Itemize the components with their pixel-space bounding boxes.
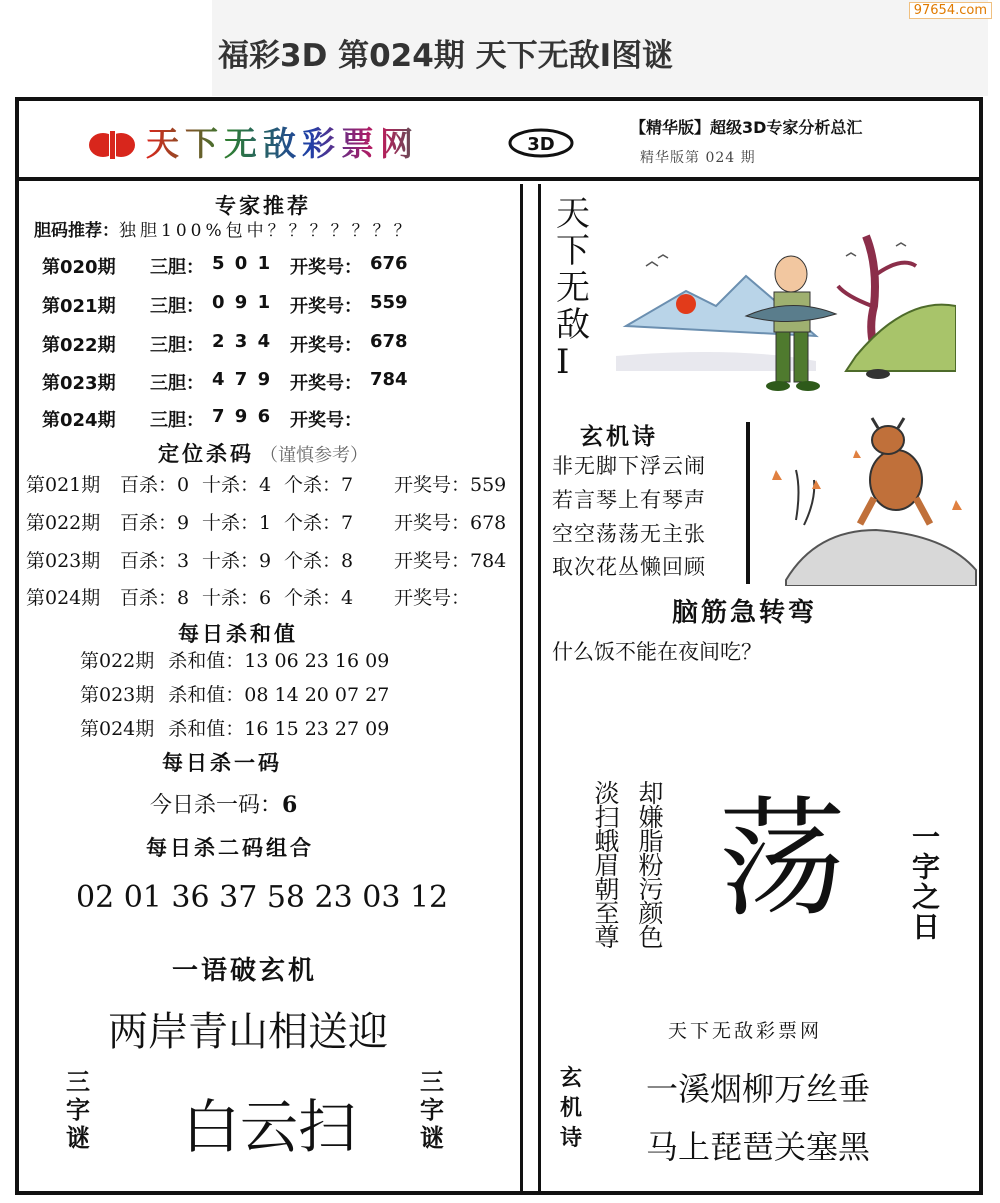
expert-row-issue: 第022期 (42, 335, 116, 356)
vertical-poem-col2: 却嫌脂粉污颜色 (635, 780, 664, 948)
kill-row-units: 个杀：8 (284, 550, 354, 572)
dan-label: 胆码推荐： (34, 221, 119, 241)
three-char-riddle: 白云扫 (182, 1093, 357, 1161)
expert-row-nums: 0 9 1 (212, 292, 273, 313)
bottom-poem-label: 玄机诗 (560, 1066, 583, 1151)
expert-row-issue: 第021期 (42, 296, 116, 317)
three-char-label-left (66, 1068, 122, 1152)
dan-text: 独胆100%包中？？？？？？？ (119, 221, 415, 241)
position-kill-title: 定位杀码 (158, 442, 254, 466)
expert-row-nums: 4 7 9 (212, 369, 273, 390)
three-char-label-right (420, 1068, 476, 1152)
kill-row-units: 个杀：7 (284, 474, 354, 496)
kill-row-prize: 开奖号：678 (394, 512, 507, 534)
page-title: 福彩3D 第024期 天下无敌Ⅰ图谜 (218, 38, 674, 74)
kill-row-units: 个杀：4 (284, 587, 354, 609)
banner-issue: 精华版第 024 期 (640, 150, 756, 166)
kill-row-units: 个杀：7 (284, 512, 354, 534)
site-watermark[interactable]: 97654.com (909, 2, 992, 19)
lottery-logo-icon (88, 125, 138, 165)
expert-row-issue: 第020期 (42, 257, 116, 278)
expert-row-prize-label: 开奖号： (290, 296, 362, 317)
bottom-poem-line: 马上琵琶关塞黑 (646, 1128, 871, 1166)
expert-row-prize-label: 开奖号： (290, 373, 362, 394)
sum-row-issue: 第022期 (80, 650, 155, 672)
kill-row-tens: 十杀：6 (202, 587, 272, 609)
3d-badge-text: 3D (527, 134, 555, 155)
poem-line: 取次花丛懒回顾 (552, 555, 706, 579)
fisherman-illustration (616, 196, 956, 406)
kill-row-tens: 十杀：9 (202, 550, 272, 572)
kill-row-issue: 第022期 (26, 512, 101, 534)
expert-row-nums: 5 0 1 (212, 253, 273, 274)
position-kill-header (158, 438, 368, 468)
kill-row-prize: 开奖号：559 (394, 474, 507, 496)
expert-row-label: 三胆： (150, 296, 204, 317)
expert-row-label: 三胆： (150, 410, 204, 431)
expert-row-label: 三胆： (150, 335, 204, 356)
sum-kill-row (80, 646, 389, 673)
expert-row-label: 三胆： (150, 257, 204, 278)
expert-row-prize-label: 开奖号： (290, 257, 362, 278)
poem-title: 玄机诗 (580, 424, 658, 450)
expert-row (42, 406, 512, 431)
big-riddle-char: 荡 (718, 785, 847, 934)
sum-row-label: 杀和值： (168, 718, 245, 740)
expert-row-issue: 第024期 (42, 410, 116, 431)
position-kill-row (26, 470, 516, 494)
kill-row-hundreds: 百杀：0 (120, 474, 190, 496)
sum-row-values: 08 14 20 07 27 (244, 684, 390, 706)
expert-row (42, 331, 512, 356)
poem-line: 若言琴上有琴声 (552, 488, 706, 512)
kill-row-prize: 开奖号： (394, 587, 471, 609)
sum-row-label: 杀和值： (168, 684, 245, 706)
poem-divider (746, 422, 750, 584)
expert-row-prize: 676 (370, 253, 408, 274)
one-kill-label: 今日杀一码： (150, 793, 283, 818)
one-char-label: 一字之日 (908, 822, 941, 942)
expert-row-prize: 559 (370, 292, 408, 313)
position-kill-row (26, 508, 516, 532)
bottom-poem-line: 一溪烟柳万丝垂 (646, 1070, 871, 1108)
expert-row-prize-label: 开奖号： (290, 410, 362, 431)
dan-line (34, 216, 415, 241)
expert-row-nums: 2 3 4 (212, 331, 273, 352)
sum-kill-title: 每日杀和值 (178, 622, 298, 646)
kill-row-hundreds: 百杀：9 (120, 512, 190, 534)
3d-badge-icon (508, 128, 574, 158)
expert-row-label: 三胆： (150, 373, 204, 394)
expert-row (42, 369, 512, 394)
expert-row-issue: 第023期 (42, 373, 116, 394)
sum-row-issue: 第023期 (80, 684, 155, 706)
kill-row-tens: 十杀：4 (202, 474, 272, 496)
vertical-poem-col1: 淡扫蛾眉朝至尊 (591, 780, 620, 948)
sum-kill-row (80, 680, 389, 707)
riddle-title: 一语破玄机 (172, 956, 318, 986)
one-kill-title: 每日杀一码 (162, 751, 282, 775)
expert-row (42, 292, 512, 317)
position-kill-row (26, 546, 516, 570)
site-name: 天下无敌彩票网 (146, 124, 419, 163)
position-kill-note: （谨慎参考） (260, 445, 368, 466)
two-kill-values: 02 01 36 37 58 23 03 12 (76, 880, 449, 915)
three-char-label-text: 三字谜 (420, 1068, 446, 1152)
poem-line: 空空荡荡无主张 (552, 522, 706, 546)
sum-kill-row (80, 714, 389, 741)
kill-row-hundreds: 百杀：3 (120, 550, 190, 572)
expert-row-nums: 7 9 6 (212, 406, 273, 427)
riddle-text: 两岸青山相送迎 (108, 1009, 388, 1055)
three-char-label-text: 三字谜 (66, 1068, 92, 1152)
cow-illustration (756, 410, 978, 586)
expert-row-prize-label: 开奖号： (290, 335, 362, 356)
position-kill-row (26, 583, 516, 607)
kill-row-issue: 第021期 (26, 474, 101, 496)
one-kill-value: 6 (282, 792, 298, 818)
poem-line: 非无脚下浮云闹 (552, 454, 706, 478)
expert-title: 专家推荐 (215, 194, 311, 218)
expert-row-prize: 678 (370, 331, 408, 352)
kill-row-prize: 开奖号：784 (394, 550, 507, 572)
brain-teaser-question: 什么饭不能在夜间吃？ (552, 640, 762, 664)
kill-row-issue: 第023期 (26, 550, 101, 572)
kill-row-tens: 十杀：1 (202, 512, 272, 534)
expert-row (42, 253, 512, 278)
one-kill-line (150, 788, 297, 819)
sum-row-label: 杀和值： (168, 650, 245, 672)
sum-row-issue: 第024期 (80, 718, 155, 740)
expert-row-prize: 784 (370, 369, 408, 390)
sum-row-values: 16 15 23 27 09 (244, 718, 390, 740)
kill-row-hundreds: 百杀：8 (120, 587, 190, 609)
two-kill-title: 每日杀二码组合 (146, 836, 314, 860)
brain-teaser-title: 脑筋急转弯 (672, 598, 818, 628)
site-footer: 天下无敌彩票网 (668, 1020, 823, 1042)
banner-edition: 【精华版】超级3D专家分析总汇 (630, 118, 863, 137)
sum-row-values: 13 06 23 16 09 (244, 650, 390, 672)
vertical-title: 天下无敌Ⅰ (556, 194, 590, 382)
kill-row-issue: 第024期 (26, 587, 101, 609)
